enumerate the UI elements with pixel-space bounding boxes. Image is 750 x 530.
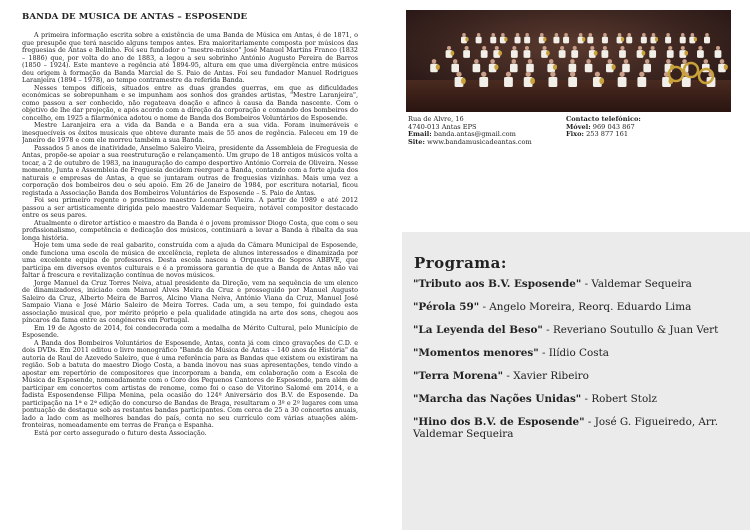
musician-head [691,33,695,37]
musician-body [641,37,647,44]
program-item [413,393,743,405]
band-photo-image [406,10,731,112]
brass-instrument [582,37,585,42]
brass-instrument [546,51,550,56]
musician-head [682,59,687,64]
musician-head [668,46,672,50]
phone-title: Contacto telefónico: [566,115,641,123]
musician-body [585,64,593,73]
musician-body [568,77,577,87]
brass-instrument [451,51,455,56]
program-item [413,324,743,336]
musician-head [642,33,646,37]
musician-head [526,72,531,77]
brass-instrument [694,37,697,42]
musician-head [512,59,517,64]
history-paragraph: A Banda dos Bombeiros Voluntários de Esposende, Antas, conta já com cinco gravações de C.D. e dois DVDs. Em 2011 editou o livro monográfico "Banda de Música de Antas – 140 anos de História" da autoria de Raul de Azevedo Saleiro, que é uma referência para as Bandas que existem ou existiram na região. Sob a batuta do maestro Diogo Costa, a banda inovou nas suas apresentações, tendo vindo a apostar em repertório de compositores que incorporam a banda, em colaboração com a Escola de Música de Esposende, nomeadamente com o Coro dos Pequenos Cantores de Esposende, para além de participar em concertos com artistas de renome, como foi o caso de Vitorino Salomé em 2014, e a fadista Esposendense Filipa Menina, pela ocasião do 124º Aniversário dos B.V. de Esposende. Da participação na 1ª e 2ª edição do concurso de Bandas de Braga, resultaram o 3º e 2º lugares com uma pontuação de destaque sob as restantes bandas participantes. Com cerca de 25 a 30 concertos anuais, lado a lado com as melhores bandas do país, conta no seu currículo com várias atuações além-fronteiras, nomeadamente em terras de França e Espanha. [22,338,358,429]
musician-head [589,33,593,37]
musician-head [651,46,655,50]
musician-head [495,46,499,50]
musician-head [525,46,529,50]
brass-instrument [684,51,688,56]
program-composer: - Robert Stolz [581,393,658,405]
program-work-title: "Marcha das Nações Unidas" [413,393,582,405]
musician-head [482,46,486,50]
musician-head [456,72,461,77]
musician-head [549,59,554,64]
history-paragraph: Atualmente o diretor artístico e maestro da Banda é o jovem promissor Diogo Costa, que com o seu profissionalismo, competência e dedicação dos músicos, continuará a levar a Banda à ribalta da sua longa história. [22,218,358,242]
musician-body [451,64,459,73]
site-label: Site: [408,137,425,146]
mobile-number: 969 043 867 [592,122,635,131]
musician-body [553,37,559,44]
program-work-title: "Hino dos B.V. de Esposende" [413,416,585,428]
musician-head [666,59,671,64]
musician-body [510,64,518,73]
program-composer: - José G. Figueiredo, Arr. Valdemar Sequeira [413,416,719,440]
musician-head [570,72,575,77]
musician-head [453,59,458,64]
brass-instrument [504,37,507,42]
musician-body [526,64,534,73]
program-work-title: "Terra Morena" [413,370,504,382]
musician-body [476,37,482,44]
musician-head [491,33,495,37]
program-work-title: "La Leyenda del Beso" [413,324,543,336]
musician-head [716,46,720,50]
musician-head [639,72,644,77]
musician-body [601,50,608,58]
history-paragraph: Em 19 de Agosto de 2014, foi condecorada com a medalha de Mérito Cultural, pelo Município de Esposende. [22,323,358,339]
brass-instrument [498,51,502,56]
musician-head [608,59,613,64]
brass-instrument [530,78,535,85]
musician-head [638,46,642,50]
program-composer: - Angelo Moreira, Reorq. Eduardo Lima [479,301,692,313]
musician-body [481,50,488,58]
document-title: BANDA DE MÚSICA DE ANTAS – ESPOSENDE [22,12,248,22]
program-item [413,301,743,313]
brass-instrument [655,37,658,42]
musician-head [645,59,650,64]
musician-body [682,77,691,87]
musician-head [560,46,564,50]
musician-body [559,50,566,58]
musician-body [622,64,630,73]
fixed-number: 253 877 161 [586,130,629,139]
website-link[interactable]: www.bandamusicadeantas.com [427,137,532,146]
musician-head [447,46,451,50]
musician-head [627,33,631,37]
musician-body [602,37,608,44]
program-item [413,278,743,290]
musician-body [619,50,626,58]
musician-body [569,64,577,73]
brass-instrument [594,51,598,56]
musician-body [563,37,569,44]
brass-instrument [461,78,466,85]
musician-head [432,59,437,64]
brass-instrument [724,64,728,70]
email-link[interactable]: banda.antas@gmail.com [433,130,516,139]
musician-head [590,46,594,50]
musician-head [619,72,624,77]
address-block [408,116,568,146]
program-work-title: "Momentos menores" [413,347,539,359]
program-composer: - Valdemar Sequeira [581,278,692,290]
musician-head [595,72,600,77]
musician-head [528,59,533,64]
musician-head [652,33,656,37]
musician-body [626,37,632,44]
musician-body [549,77,558,87]
musician-body [637,77,646,87]
musician-head [462,33,466,37]
musician-body [515,37,521,44]
musician-body [524,37,530,44]
phone-block [566,116,731,139]
program-item [413,416,743,440]
musician-body [643,64,651,73]
history-paragraph: Jorge Manuel da Cruz Torres Neiva, atual presidente da Direção, vem na sequência de um elenco de dinamizadores, iniciado com Manuel Alves Meira da Cruz e prosseguido por Manuel Augusto Saleiro da Cruz, Alberto Meira de Barros, Alcino Viana Neiva, António Viana da Cruz, Manuel José Sampaio Viana e José Mário Saleiro de Meira Torres. Cada um, a seu tempo, foi guindado esta associação musical que, por mérito próprio e pela qualidade atingida na arte dos sons, chegou aos píncaros da fama entre as congéneres em Portugal. [22,278,358,324]
musician-head [624,59,629,64]
musician-head [550,72,555,77]
musician-body [697,50,704,58]
musician-head [704,59,709,64]
program-composer: - Reveriano Soutullo & Juan Vert [542,324,719,336]
musician-body [715,50,722,58]
mobile-label: Móvel: [566,122,591,131]
musician-head [620,46,624,50]
program-item [413,370,743,382]
brass-instrument [436,64,440,70]
musician-head [681,33,685,37]
brass-instrument [621,37,624,42]
musician-head [603,46,607,50]
musician-body [618,77,627,87]
musician-body [680,37,686,44]
musician-body [704,37,710,44]
program-list [413,278,743,451]
musician-head [474,59,479,64]
musician-body [490,37,496,44]
program-panel [402,232,750,530]
history-paragraph: Está por certo assegurado o futuro desta Associação. [34,428,207,437]
musician-head [465,46,469,50]
musician-body [504,77,513,87]
brass-instrument [543,37,546,42]
musician-head [570,59,575,64]
musician-head [555,33,559,37]
musician-body [667,50,674,58]
musician-head [564,33,568,37]
musician-head [603,33,607,37]
history-paragraph: Hoje tem uma sede de real gabarito, construída com a ajuda da Câmara Municipal de Esposende, onde funciona uma escola de música de excelência, repleta de alunos interessados e dinamizada por uma excelente equipa de professores. Desta escola nasceu a Orquestra de Sopros ABBVE, que participa em diversos eventos culturais e é a promissora garantia de que a Banda de Antas não vai faltar à frescura e revitalização contínua de novos músicos. [22,241,358,279]
history-paragraph: Nesses tempos difíceis, situados entre as duas grandes guerras, em que as dificuldades económicas se sobrepunham e se impunham aos sonhos dos grandes artistas, "Mestre Laranjeira", como passou a ser conhecido, não regateava doação e afinco à causa da Banda nascente. Com o objetivo de lhe dar projeção, e após acordo com a direção da corporação e comando dos bombeiros do concelho, em 1925 a filarmónica adotou o nome de Banda dos Bombeiros Voluntários de Esposende. [22,83,358,122]
musician-head [573,46,577,50]
musician-head [525,33,529,37]
program-work-title: "Pérola 59" [413,301,480,313]
musician-head [720,59,725,64]
musician-body [649,50,656,58]
site-line [408,139,568,147]
musician-body [524,50,531,58]
program-item [413,347,743,359]
program-work-title: "Tributo aos B.V. Esposende" [413,278,582,290]
brass-instrument [612,64,616,70]
fixed-line [566,131,731,139]
musician-body [479,77,488,87]
postal-address: 4740-013 Antas EPS [408,122,477,131]
brass-instrument [465,37,468,42]
musician-head [618,33,622,37]
musician-body [571,50,578,58]
history-paragraph: Foi seu primeiro regente o prestimoso maestro Leonardo Vieira. A partir de 1989 e até 2012 passou a ser artisticamente dirigida pelo maestro Valdemar Sequeira, notável compositor destacado entre os seus pares. [22,196,358,219]
musician-head [506,72,511,77]
musician-body [587,37,593,44]
brass-instrument [642,51,646,56]
musician-head [705,33,709,37]
brass-instrument [494,64,498,70]
fixed-label: Fixo: [566,130,584,139]
musician-head [681,46,685,50]
musician-head [516,33,520,37]
history-paragraph: A primeira informação escrita sobre a existência de uma Banda de Música em Antas, é de 1871, o que presupõe que terá nascido alguns tempos antes. Era maioritariamente composta por músicos das freguesias de Antas e Belinho. Foi seu fundador o "mestre-músico" José Manuel Martins Franco (1832 – 1886) que, por volta do ano de 1883, a legou a seu sobrinho António Augusto Pereira de Barros (1850 – 1924). Este manteve a regência até 1894-95, altura em que uma divergência entre músicos deu origem à formação da Banda Marcial de S. Paio de Antas. Foi seu fundador Manuel Rodrigues Laranjeira (1894 – 1978), ao tempo contramestre da referida Banda. [22,31,358,84]
email-label: Email: [408,130,432,139]
musician-head [586,59,591,64]
musician-head [481,72,486,77]
musician-head [512,46,516,50]
musician-head [666,33,670,37]
street-address: Rua de Alvre, 16 [408,115,464,123]
band-history-column [22,12,358,522]
musician-head [501,33,505,37]
brass-instrument [553,64,557,70]
musician-head [542,46,546,50]
musician-head [540,33,544,37]
musician-body [473,64,481,73]
history-paragraph: Passados 5 anos de inatividade, Anselmo Saleiro Vieira, presidente da Assembleia de Freguesia de Antas, propõe-se apoiar a sua reestruturação e relançamento. Um grupo de 18 antigos músicos volta a tocar, a 2 de outubro de 1983, na inauguração do campo desportivo António Correia de Oliveira. Nesse momento, Junta e Assembleia de Freguesia decidem reerguer a Banda, contando com a forte ajuda dos naturais e empresas de Antas, a que se juntaram outras de freguesias vizinhas. Mais uma vez a corporação dos bombeiros deu o seu apoio. Em 26 de Janeiro de 1984, por escritura notarial, ficou registada a Associação Banda dos Bombeiros Voluntários de Esposende – S. Paio de Antas. [22,143,358,197]
history-paragraph: Mestre Laranjeira era a vida da Banda e a Banda era a sua vida. Foram inumeráveis e inesquecíveis os êxitos musicais que obteve durante mais de 55 anos de regência. Faleceu em 19 de Janeiro de 1978 e com ele morreu também a sua Banda. [22,121,358,144]
musician-body [463,50,470,58]
musician-body [511,50,518,58]
brass-instrument [599,78,604,85]
musician-body [665,37,671,44]
band-photo [406,10,731,112]
musician-head [477,33,481,37]
musician-head [490,59,495,64]
program-composer: - Xavier Ribeiro [503,370,589,382]
musician-head [579,33,583,37]
musician-head [698,46,702,50]
program-composer: - Ilídio Costa [538,347,609,359]
program-title: Programa: [414,254,507,272]
